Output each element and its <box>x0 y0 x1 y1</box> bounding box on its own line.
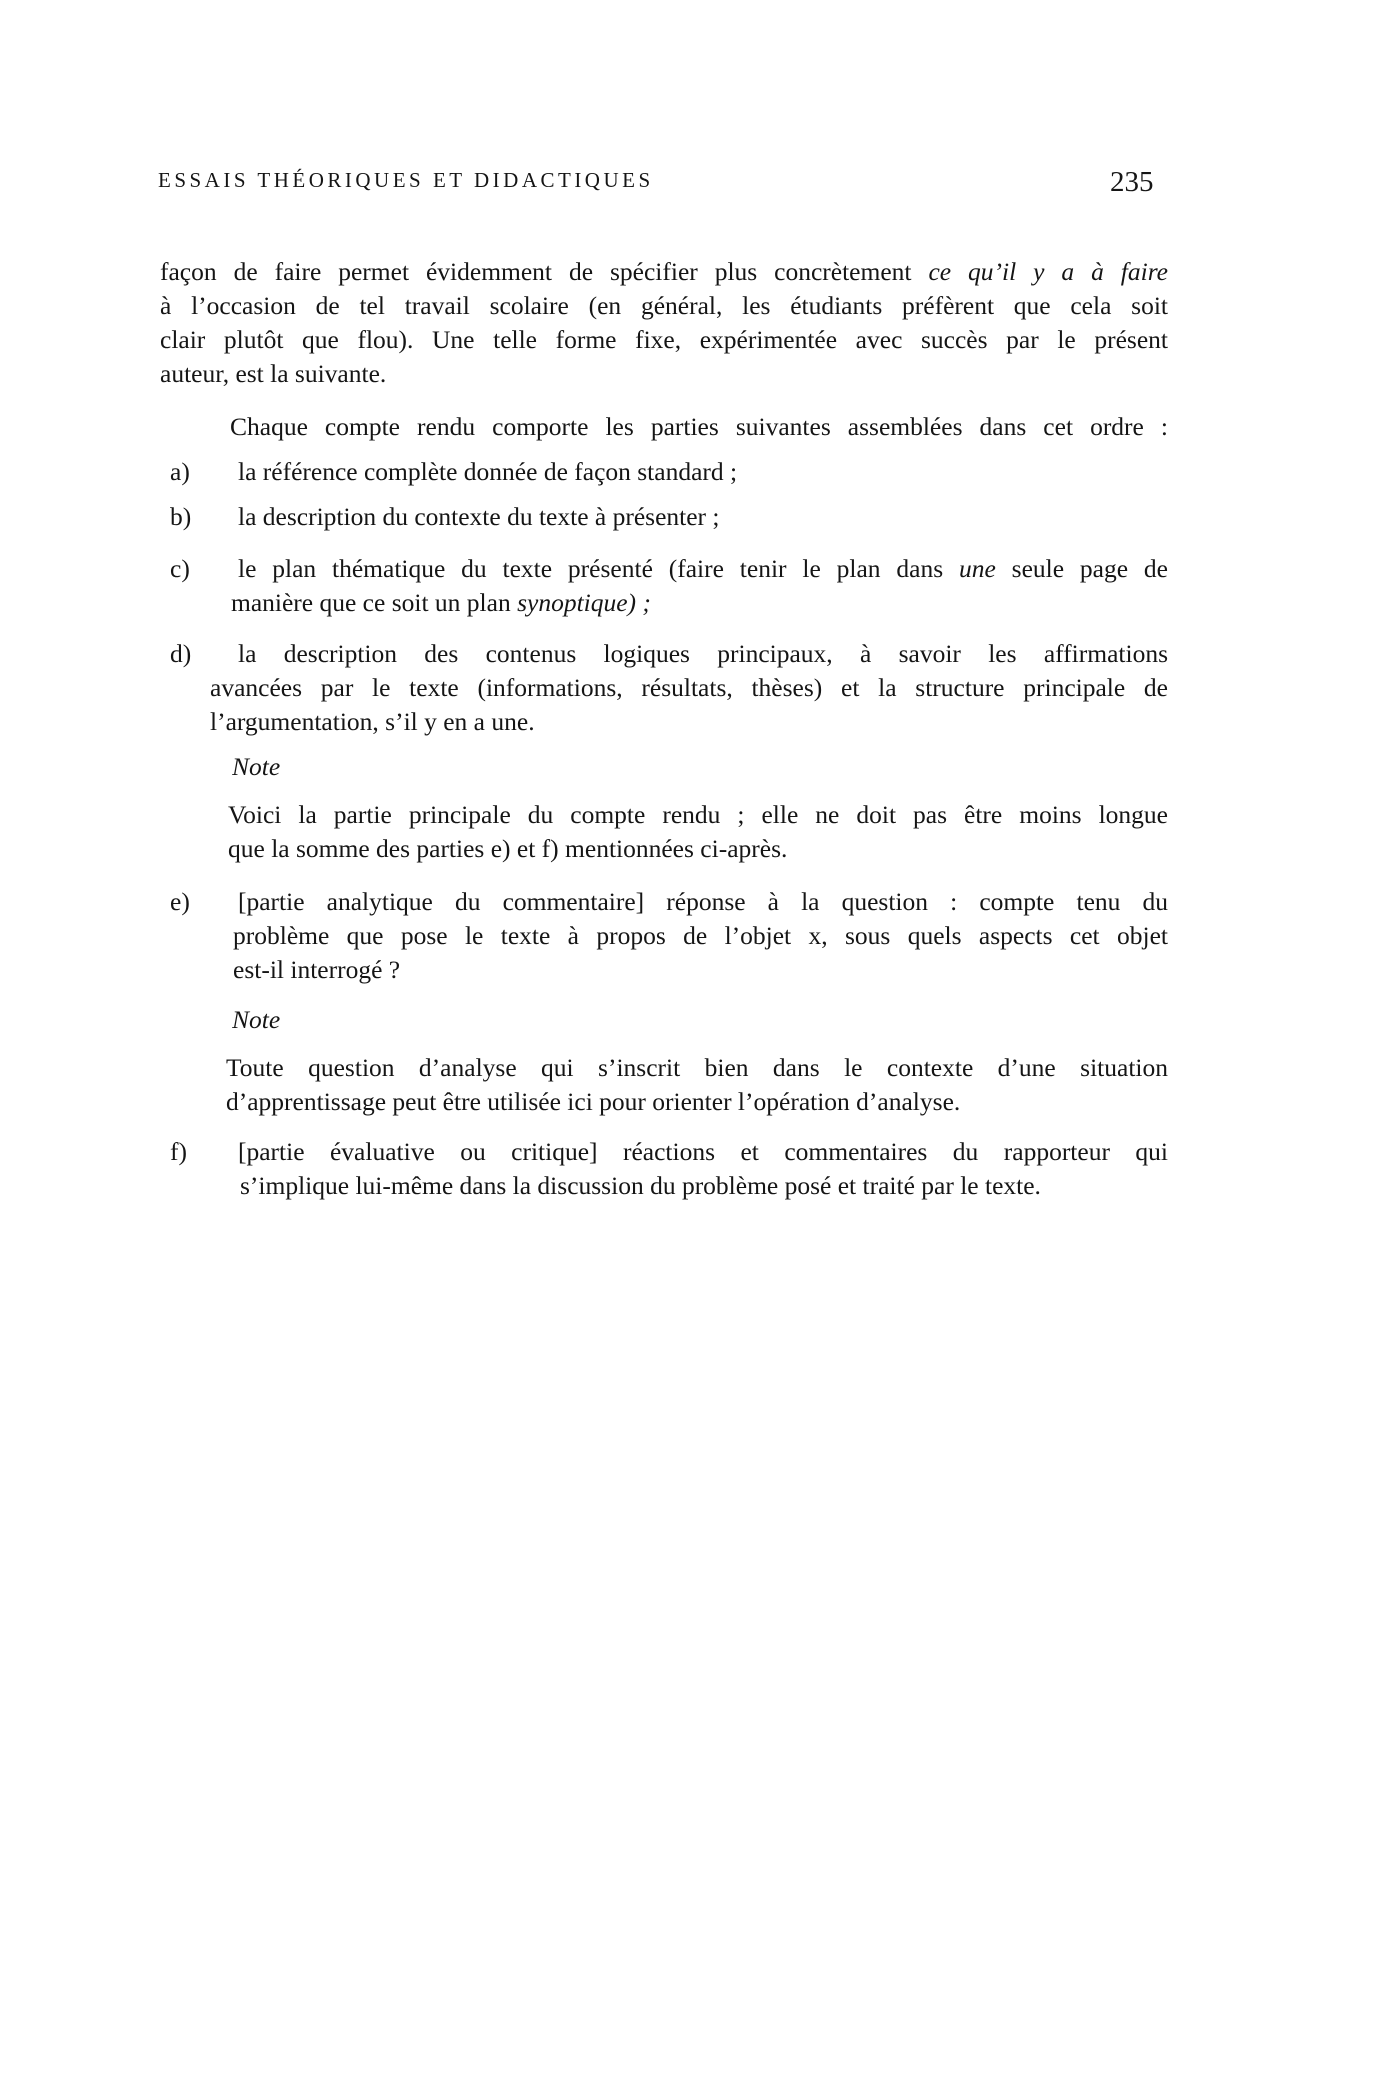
list-item-label-d: d) <box>170 639 192 668</box>
list-item-line: la référence complète donnée de façon standard ; <box>238 459 738 486</box>
list-item-line: la description du contexte du texte à présenter ; <box>238 504 720 531</box>
list-item-line: problème que pose le texte à propos de l’objet x, sous quels aspects cet objet <box>233 923 1168 950</box>
list-item-text: seule page de <box>995 556 1168 583</box>
list-item-label-c: c) <box>170 554 190 583</box>
list-item-text: manière que ce soit un plan <box>231 590 518 617</box>
note-heading: Note <box>232 754 281 781</box>
list-item-text-italic: synoptique) ; <box>517 590 651 617</box>
paragraph-text-italic: ce qu’il y a à faire <box>928 259 1168 286</box>
list-item-label-f: f) <box>170 1137 187 1166</box>
list-item-label-b: b) <box>170 502 192 531</box>
list-item-text-italic: une <box>959 556 996 583</box>
note-paragraph-line: Voici la partie principale du compte rendu ; elle ne doit pas être moins longue <box>228 802 1168 829</box>
paragraph-line: à l’occasion de tel travail scolaire (en général, les étudiants préfèrent que cela soit <box>160 293 1168 320</box>
list-item-line: s’implique lui-même dans la discussion du problème posé et traité par le texte. <box>240 1173 1041 1200</box>
paragraph-text: façon de faire permet évidemment de spécifier plus concrètement <box>160 259 929 286</box>
list-item-label-e: e) <box>170 887 190 916</box>
list-item-label-a: a) <box>170 457 190 486</box>
list-item-line: [partie évaluative ou critique] réactions et commentaires du rapporteur qui <box>238 1139 1168 1166</box>
list-item-line: [partie analytique du commentaire] réponse à la question : compte tenu du <box>238 889 1168 916</box>
list-item-line <box>231 590 651 621</box>
list-item-line: est-il interrogé ? <box>233 957 401 984</box>
page-number: 235 <box>1110 166 1154 198</box>
running-header-title: ESSAIS THÉORIQUES ET DIDACTIQUES <box>158 168 654 192</box>
intro-line: Chaque compte rendu comporte les parties suivantes assemblées dans cet ordre : <box>230 414 1168 441</box>
paragraph-line <box>160 259 1168 290</box>
list-item-line: la description des contenus logiques principaux, à savoir les affirmations <box>238 641 1168 668</box>
note-paragraph-line: que la somme des parties e) et f) mentionnées ci-après. <box>228 836 788 863</box>
paragraph-line: clair plutôt que flou). Une telle forme fixe, expérimentée avec succès par le présent <box>160 327 1168 354</box>
list-item-line: avancées par le texte (informations, résultats, thèses) et la structure principale de <box>210 675 1168 702</box>
list-item-line <box>238 556 1168 587</box>
note-heading: Note <box>232 1007 281 1034</box>
list-item-line: l’argumentation, s’il y en a une. <box>210 709 535 736</box>
note-paragraph-line: Toute question d’analyse qui s’inscrit bien dans le contexte d’une situation <box>226 1055 1168 1082</box>
paragraph-line: auteur, est la suivante. <box>160 361 387 388</box>
note-paragraph-line: d’apprentissage peut être utilisée ici pour orienter l’opération d’analyse. <box>226 1089 961 1116</box>
list-item-text: le plan thématique du texte présenté (faire tenir le plan dans <box>238 556 959 583</box>
